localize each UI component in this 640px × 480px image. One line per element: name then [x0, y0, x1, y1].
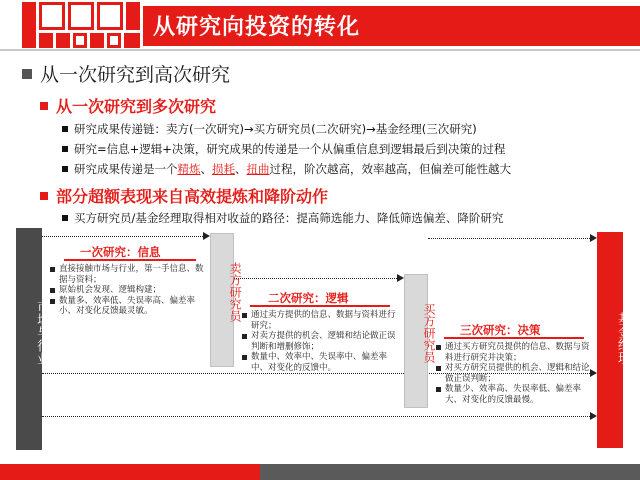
flow-arrow-line — [234, 278, 397, 279]
square-bullet-icon — [40, 102, 48, 110]
list-item: 对卖方提供的机会、逻辑和结论做正误判断和增删修饰； — [242, 331, 398, 352]
section2-heading — [40, 184, 328, 207]
list-item: 数量多、效率低、失误率高、偏差率小、对变化反馈最灵敏。 — [50, 296, 204, 317]
section1-heading — [40, 94, 216, 117]
section1-item — [62, 161, 511, 177]
separator: 、 — [200, 162, 212, 176]
list-item: 数量少、效率高、失误率低、偏差率大、对变化的反馈最慢。 — [436, 384, 590, 405]
sell-side-analyst-box — [210, 233, 242, 367]
slide-footer — [0, 458, 640, 480]
market-industry-column — [16, 228, 49, 450]
square-bullet-icon — [62, 166, 68, 172]
square-bullet-icon — [62, 126, 68, 132]
section1-item3-suffix: 过程，阶次越高，效率越高，但偏差可能性越大 — [269, 162, 511, 176]
list-item: 通过买方研究员提供的信息、数据与资料进行研究并决策； — [436, 342, 590, 363]
list-item: 对买方研究员提供的机会、逻辑和结论做正误判断； — [436, 363, 590, 384]
stage2-title: 二次研究：逻辑 — [268, 291, 349, 305]
flow-arrow-line — [428, 238, 590, 239]
buy-side-analyst-label: 买方研究员 — [422, 303, 436, 363]
section2-title: 部分超额表现来自高效提炼和降阶动作 — [56, 187, 329, 206]
bullet-level1-text: 从一次研究到高次研究 — [40, 64, 231, 86]
arrow-right-icon — [590, 234, 597, 242]
section1-title: 从一次研究到多次研究 — [56, 97, 217, 116]
slide-header — [0, 0, 640, 52]
square-bullet-icon — [62, 215, 68, 221]
footer-bar — [0, 464, 640, 480]
stage1-list — [50, 264, 204, 317]
list-item: 直接接触市场与行业，第一手信息、数据与资料； — [50, 264, 204, 285]
logo-grid-icon — [22, 2, 140, 50]
stage3-underline — [444, 337, 584, 339]
square-bullet-icon — [22, 69, 32, 79]
stage2-underline — [250, 305, 390, 307]
section2-item — [62, 210, 503, 226]
header-divider — [0, 49, 640, 51]
highlight-refine: 精炼 — [177, 162, 201, 176]
footer-accent — [0, 464, 260, 480]
title-bar — [143, 6, 640, 46]
separator: 、 — [235, 162, 247, 176]
section1-item1-text: 研究成果传递链：卖方(一次研究)→买方研究员(二次研究)→基金经理(三次研究) — [74, 122, 477, 136]
slide-title: 从研究向投资的转化 — [153, 15, 361, 40]
section2-item1-text: 买方研究员/基金经理取得相对收益的路径：提高筛选能力、降低筛选偏差、降阶研究 — [74, 211, 504, 225]
arrow-right-icon — [590, 412, 597, 420]
section1-item3-prefix: 研究成果传递是一个 — [74, 162, 178, 176]
flow-arrow-line — [42, 416, 590, 417]
research-flow-diagram — [0, 228, 640, 458]
bullet-level1 — [22, 60, 230, 87]
buy-side-analyst-box — [404, 274, 436, 408]
square-bullet-icon — [40, 192, 48, 200]
sell-side-analyst-label: 卖方研究员 — [228, 262, 242, 322]
list-item: 原始机会发现、逻辑构建； — [50, 285, 204, 296]
fund-manager-column — [597, 232, 630, 448]
arrow-right-icon — [397, 274, 404, 282]
section1-item — [62, 121, 477, 137]
stage1-underline — [64, 259, 196, 261]
section1-item — [62, 141, 505, 157]
stage3-title: 三次研究：决策 — [460, 323, 541, 337]
stage1-title: 一次研究：信息 — [80, 245, 161, 259]
square-bullet-icon — [62, 146, 68, 152]
section1-item2-text: 研究=信息+逻辑+决策，研究成果的传递是一个从偏重信息到逻辑最后到决策的过程 — [74, 142, 506, 156]
market-industry-label: 市场与行业 — [34, 300, 49, 365]
highlight-distort: 扭曲 — [246, 162, 270, 176]
flow-arrow-line — [42, 236, 203, 237]
arrow-right-icon — [203, 232, 210, 240]
stage2-list — [242, 310, 398, 373]
fund-manager-label: 基金经理 — [615, 312, 630, 364]
arrow-right-icon — [590, 369, 597, 377]
stage3-list — [436, 342, 590, 405]
list-item: 通过卖方提供的信息、数据与资料进行研究； — [242, 310, 398, 331]
list-item: 数量中、效率中、失误率中、偏差率中、对变化的反馈中。 — [242, 352, 398, 373]
highlight-loss: 损耗 — [212, 162, 235, 176]
